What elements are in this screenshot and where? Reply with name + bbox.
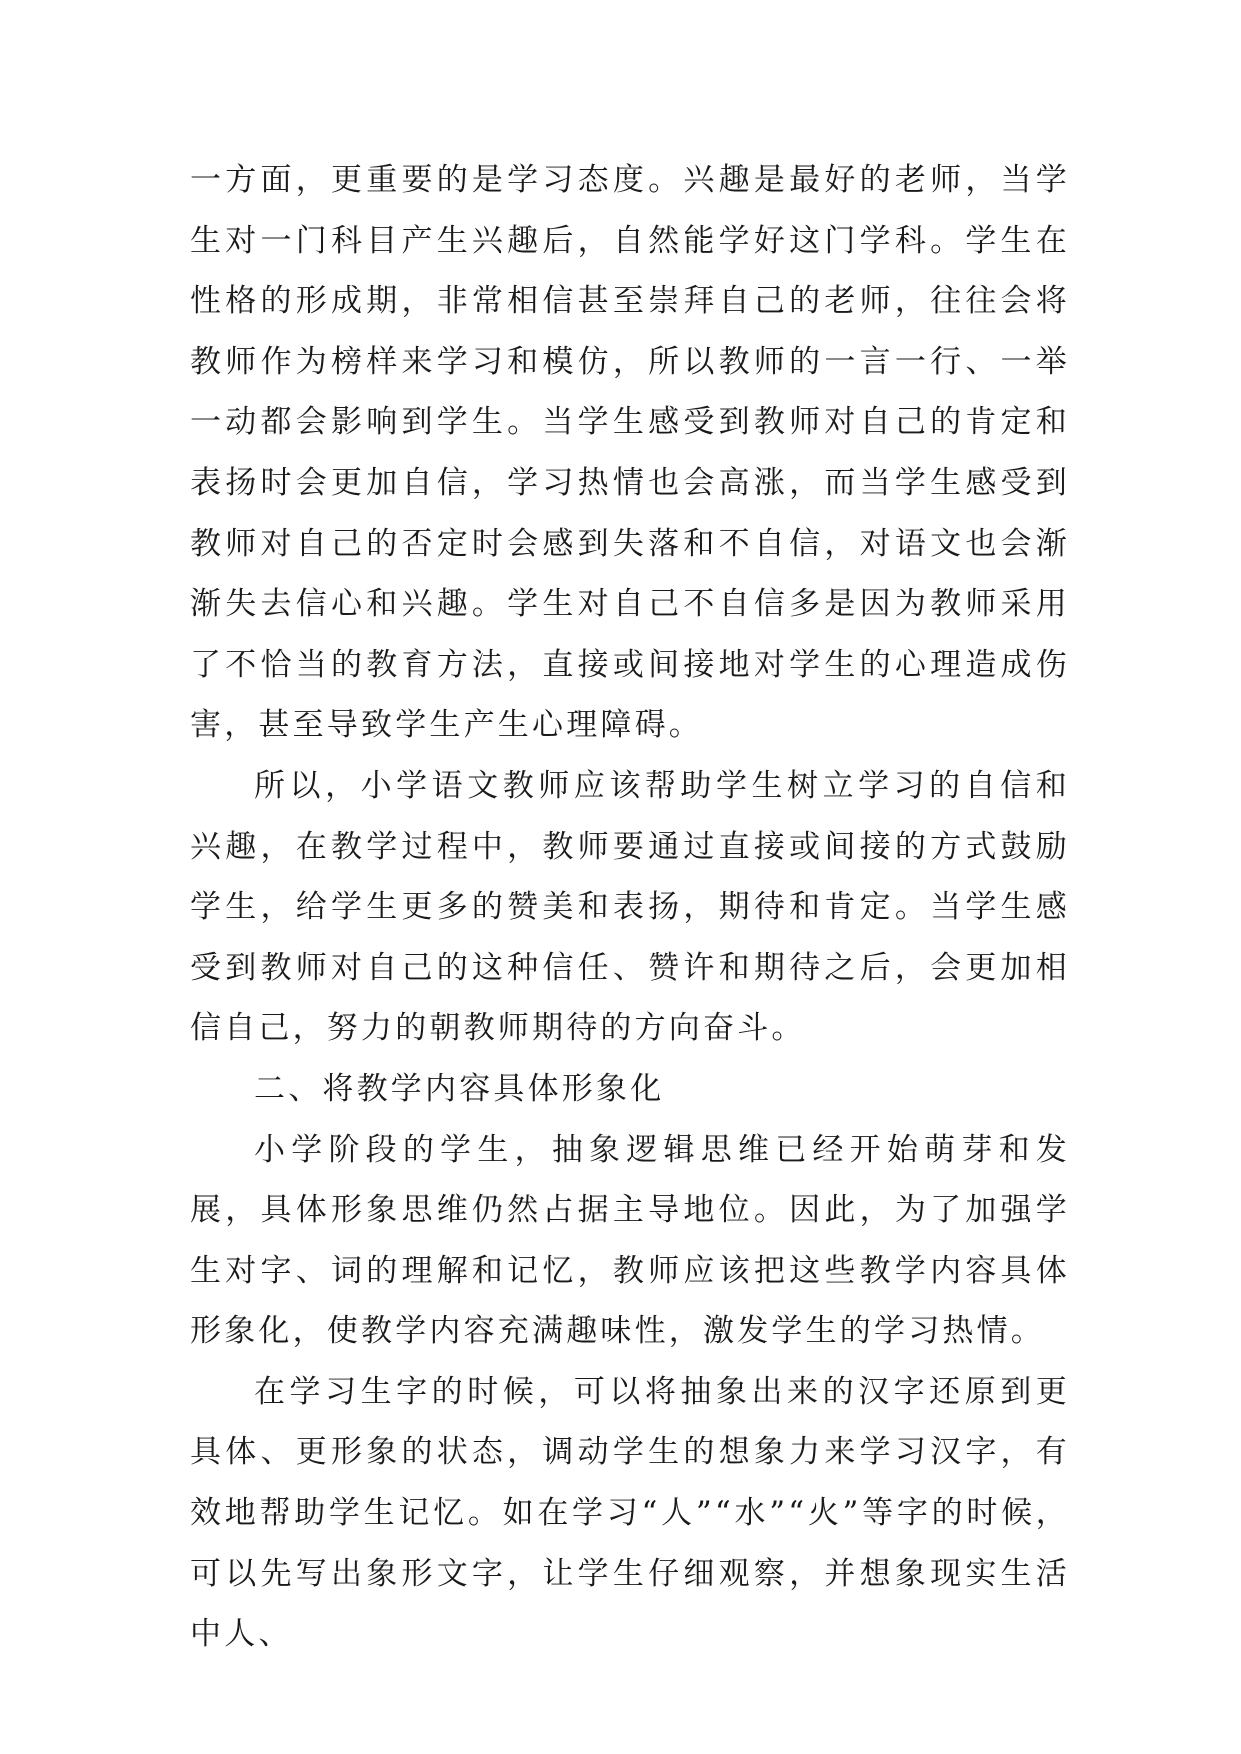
section-heading: 二、将教学内容具体形象化 xyxy=(254,1070,665,1107)
body-text xyxy=(190,150,1070,1665)
paragraph-continuation: 一方面，更重要的是学习态度。兴趣是最好的老师，当学生对一门科目产生兴趣后，自然能学好这门学科。学生在性格的形成期，非常相信甚至崇拜自己的老师，往往会将教师作为榜样来学习和模仿，所以教师的一言一行、一举一动都会影响到学生。当学生感受到教师对自己的肯定和表扬时会更加自信，学习热情也会高涨，而当学生感受到教师对自己的否定时会感到失落和不自信，对语文也会渐渐失去信心和兴趣。学生对自己不自信多是因为教师采用了不恰当的教育方法，直接或间接地对学生的心理造成伤害，甚至导致学生产生心理障碍。 xyxy=(190,162,1070,744)
paragraph-characters: 在学习生字的时候，可以将抽象出来的汉字还原到更具体、更形象的状态，调动学生的想象力来学习汉字，有效地帮助学生记忆。如在学习“人”“水”“火”等字的时候，可以先写出象形文字，让学生仔细观察，并想象现实生活中人、 xyxy=(190,1373,1070,1653)
paragraph-confidence: 所以，小学语文教师应该帮助学生树立学习的自信和兴趣，在教学过程中，教师要通过直接或间接的方式鼓励学生，给学生更多的赞美和表扬，期待和肯定。当学生感受到教师对自己的这种信任、赞许和期待之后，会更加相信自己，努力的朝教师期待的方向奋斗。 xyxy=(190,767,1070,1047)
paragraph-thinking: 小学阶段的学生，抽象逻辑思维已经开始萌芽和发展，具体形象思维仍然占据主导地位。因此，为了加强学生对字、词的理解和记忆，教师应该把这些教学内容具体形象化，使教学内容充满趣味性，激发学生的学习热情。 xyxy=(190,1131,1070,1350)
